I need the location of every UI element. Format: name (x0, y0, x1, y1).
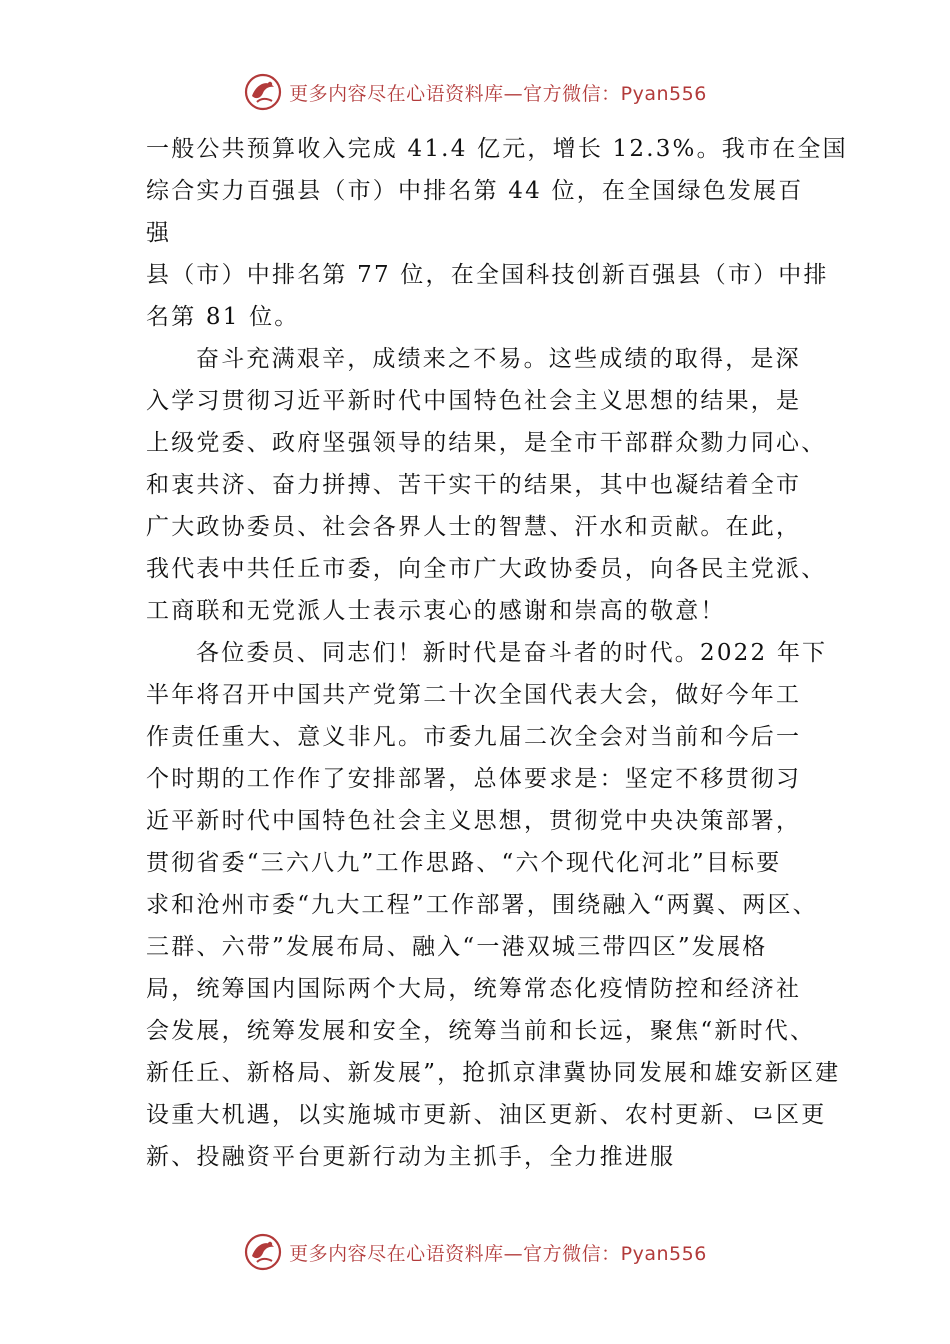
text-line: 贯彻省委“三六八九”工作思路、“六个现代化河北”目标要 (146, 850, 782, 876)
text-line: 新、投融资平台更新行动为主抓手，全力推进服 (146, 1144, 676, 1170)
text-line: 名第 81 位。 (146, 304, 300, 330)
text-line: 综合实力百强县（市）中排名第 44 位，在全国绿色发展百 (146, 178, 804, 204)
text-line: 求和沧州市委“九大工程”工作部署，围绕融入“两翼、两区、 (146, 892, 818, 918)
text-line: 工商联和无党派人士表示衷心的感谢和崇高的敬意！ (146, 598, 726, 624)
text-line: 各位委员、同志们！新时代是奋斗者的时代。2022 年下 (196, 640, 828, 666)
text-line: 我代表中共任丘市委，向全市广大政协委员，向各民主党派、 (146, 556, 827, 582)
text-line: 会发展，统筹发展和安全，统筹当前和长远，聚焦“新时代、 (146, 1018, 816, 1044)
text-line: 入学习贯彻习近平新时代中国特色社会主义思想的结果，是 (146, 388, 802, 414)
watermark-text: 更多内容尽在心语资料库—官方微信：Pyan556 (289, 1242, 707, 1265)
flower-seal-icon (243, 72, 283, 112)
text-line: 个时期的工作作了安排部署，总体要求是：坚定不移贯彻习 (146, 766, 802, 792)
text-line: 半年将召开中国共产党第二十次全国代表大会，做好今年工 (146, 682, 802, 708)
text-line: 强 (146, 220, 172, 246)
text-line: 三群、六带”发展布局、融入“一港双城三带四区”发展格 (146, 934, 768, 960)
document-body (146, 128, 848, 1178)
footer-watermark (0, 1230, 950, 1274)
header-watermark (0, 70, 950, 114)
text-line: 局，统筹国内国际两个大局，统筹常态化疫情防控和经济社 (146, 976, 802, 1002)
text-line: 奋斗充满艰辛，成绩来之不易。这些成绩的取得，是深 (196, 346, 801, 372)
text-line: 设重大机遇，以实施城市更新、油区更新、农村更新、⺋区更 (146, 1102, 827, 1128)
text-line: 一般公共预算收入完成 41.4 亿元，增长 12.3%。我市在全国 (146, 136, 848, 162)
text-line: 和衷共济、奋力拼搏、苦干实干的结果，其中也凝结着全市 (146, 472, 802, 498)
text-line: 上级党委、政府坚强领导的结果，是全市干部群众勠力同心、 (146, 430, 827, 456)
text-line: 广大政协委员、社会各界人士的智慧、汗水和贡献。在此， (146, 514, 802, 540)
text-line: 新任丘、新格局、新发展”，抢抓京津冀协同发展和雄安新区建 (146, 1060, 841, 1086)
text-line: 近平新时代中国特色社会主义思想，贯彻党中央决策部署， (146, 808, 802, 834)
watermark-text: 更多内容尽在心语资料库—官方微信：Pyan556 (289, 82, 707, 105)
text-line: 作责任重大、意义非凡。市委九届二次全会对当前和今后一 (146, 724, 802, 750)
flower-seal-icon (243, 1232, 283, 1272)
text-line: 县（市）中排名第 77 位，在全国科技创新百强县（市）中排 (146, 262, 829, 288)
